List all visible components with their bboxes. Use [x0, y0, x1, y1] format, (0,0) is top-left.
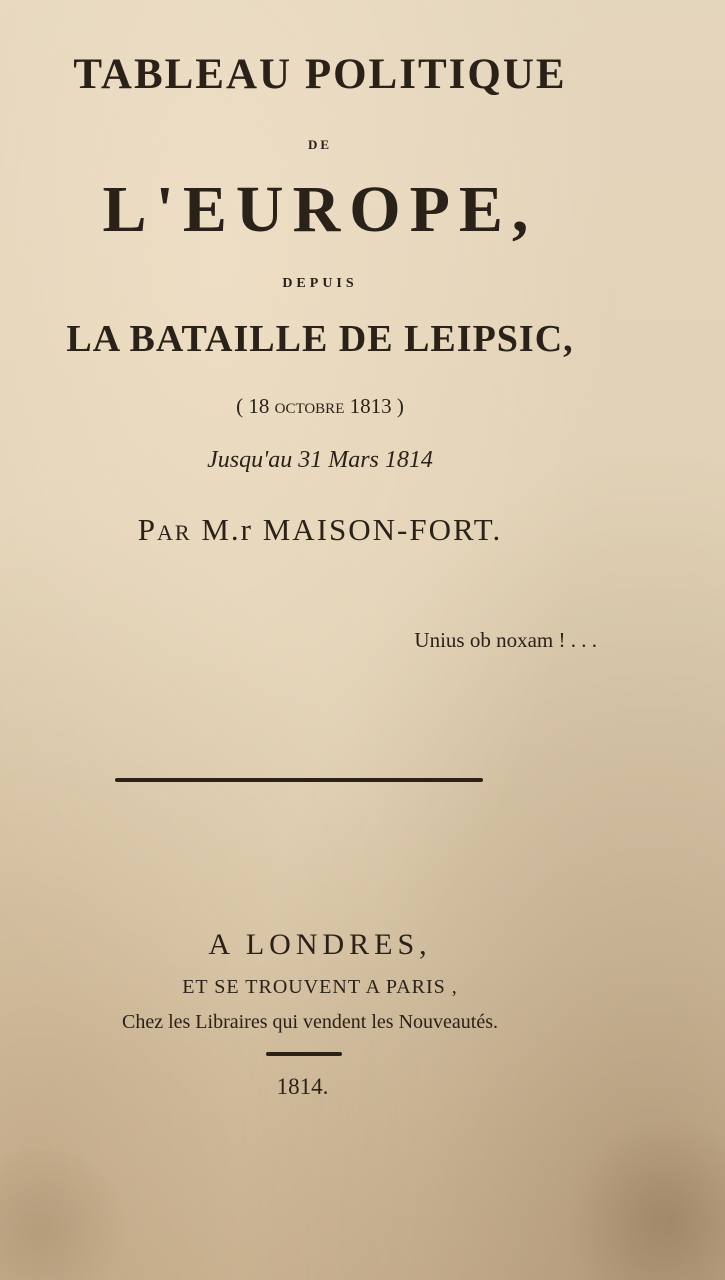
imprint-year: 1814. — [276, 1074, 329, 1099]
title-de: DE — [307, 137, 333, 152]
title-date: ( 18 octobre 1813 ) — [236, 394, 404, 418]
author-name: M.r MAISON-FORT. — [201, 512, 503, 547]
author-line — [0, 512, 640, 548]
epigraph: Unius ob noxam ! . . . — [414, 628, 597, 652]
title-main-line: TABLEAU POLITIQUE — [73, 51, 567, 98]
author-prefix: Par — [137, 512, 192, 547]
title-europe: L'EUROPE, — [102, 173, 538, 246]
title-bataille: LA BATAILLE DE LEIPSIC, — [66, 318, 574, 360]
title-date-range: Jusqu'au 31 Mars 1814 — [207, 447, 433, 473]
imprint-paris: ET SE TROUVENT A PARIS , — [182, 976, 458, 998]
imprint-booksellers: Chez les Libraires qui vendent les Nouveautés. — [122, 1011, 498, 1033]
divider-rule-small — [266, 1052, 342, 1056]
imprint-city: A LONDRES, — [208, 928, 432, 961]
paper-stain — [560, 1120, 725, 1280]
divider-rule — [115, 778, 483, 782]
paper-stain — [0, 1150, 140, 1280]
title-depuis: DEPUIS — [282, 276, 358, 291]
